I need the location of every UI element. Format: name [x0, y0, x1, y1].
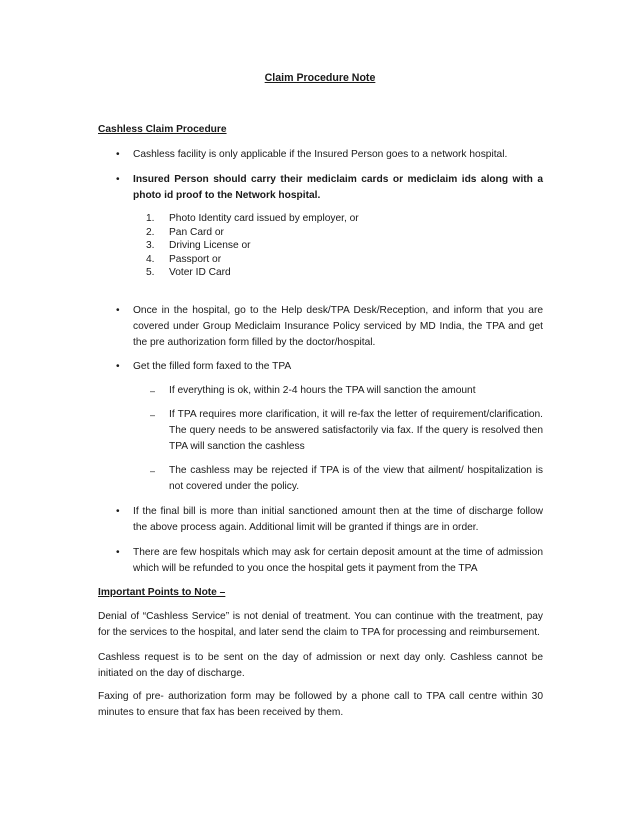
bullet-marker: •: [116, 547, 120, 558]
section-heading-important: Important Points to Note –: [98, 587, 226, 598]
section-heading-cashless: Cashless Claim Procedure: [98, 124, 227, 135]
bullet-marker: •: [116, 506, 120, 517]
list-number: 3.: [146, 240, 155, 251]
paragraph: Denial of “Cashless Service” is not denial of treatment. You can continue with the treatment, pay for the services to the hospital, and later send the claim to TPA for processing and reimbursement.: [98, 611, 543, 638]
paragraph: Faxing of pre- authorization form may be followed by a phone call to TPA call centre within 30 minutes to ensure that fax has been received by them.: [98, 691, 543, 718]
dash-marker: –: [150, 386, 156, 396]
list-item: Passport or: [169, 254, 222, 265]
list-number: 5.: [146, 267, 155, 278]
list-number: 1.: [146, 213, 155, 224]
list-item: Voter ID Card: [169, 267, 231, 278]
dash-marker: –: [150, 410, 156, 420]
bullet-item: If the final bill is more than initial sanctioned amount then at the time of discharge follow the above process again. Additional limit will be granted if things are in order.: [133, 506, 543, 533]
list-item: Driving License or: [169, 240, 251, 251]
paragraph: Cashless request is to be sent on the day of admission or next day only. Cashless cannot be initiated on the day of discharge.: [98, 652, 543, 679]
bullet-item-bold: Insured Person should carry their mediclaim cards or mediclaim ids along with a photo id proof to the Network hospital.: [133, 174, 543, 202]
document-title: Claim Procedure Note: [264, 72, 376, 84]
sub-bullet-item: If TPA requires more clarification, it will re-fax the letter of requirement/clarification. The query needs to be answered satisfactorily via fax. If the query is resolved then TPA will sanction the cashless: [169, 409, 543, 452]
bullet-marker: •: [116, 361, 120, 372]
bullet-item: Get the filled form faxed to the TPA: [133, 361, 292, 372]
bullet-item: Once in the hospital, go to the Help desk/TPA Desk/Reception, and inform that you are covered under Group Mediclaim Insurance Policy serviced by MD India, the TPA and get the pre authorization form filled by the doctor/hospital.: [133, 305, 543, 348]
list-item: Photo Identity card issued by employer, or: [169, 213, 359, 224]
dash-marker: –: [150, 466, 156, 476]
bullet-marker: •: [116, 149, 120, 160]
sub-bullet-item: The cashless may be rejected if TPA is of the view that ailment/ hospitalization is not covered under the policy.: [169, 465, 543, 492]
bullet-marker: •: [116, 174, 120, 185]
sub-bullet-item: If everything is ok, within 2-4 hours the TPA will sanction the amount: [169, 385, 476, 396]
bullet-item: Cashless facility is only applicable if the Insured Person goes to a network hospital.: [133, 149, 508, 160]
list-item: Pan Card or: [169, 227, 224, 238]
list-number: 4.: [146, 254, 155, 265]
list-number: 2.: [146, 227, 155, 238]
bullet-item: There are few hospitals which may ask for certain deposit amount at the time of admission which will be refunded to you once the hospital gets it payment from the TPA: [133, 547, 543, 574]
bullet-marker: •: [116, 305, 120, 316]
